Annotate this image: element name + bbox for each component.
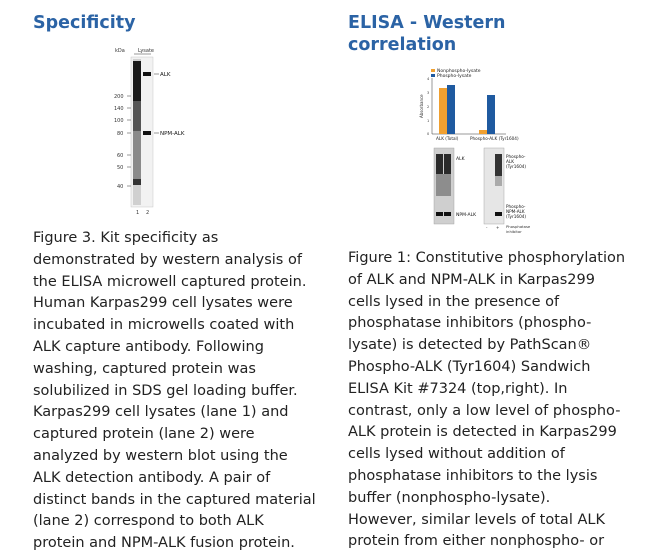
caption-line: (lane 2) correspond to both ALK	[33, 513, 264, 530]
caption-line: distinct bands in the captured material	[33, 491, 316, 508]
caption-line: Karpas299 cell lysates (lane 1) and	[33, 404, 289, 421]
caption-line: contrast, only a low level of phospho-	[348, 402, 621, 419]
caption-line: analyzed by western blot using the	[33, 447, 288, 464]
elisa-bar-chart	[418, 68, 538, 144]
marker-label: 140	[114, 106, 124, 112]
caption-line: of ALK and NPM-ALK in Karpas299	[348, 271, 595, 288]
blot-label-right: NPM-ALK	[506, 209, 525, 214]
caption-line: lysate) is detected by PathScan®	[348, 337, 592, 354]
svg-text:2: 2	[427, 105, 430, 109]
blot-footer: Phosphatase	[506, 224, 531, 229]
caption-line: ALK protein is detected in Karpas299	[348, 424, 617, 441]
band-label-npm-alk: NPM-ALK	[160, 131, 185, 137]
caption-line: buffer (nonphospho-lysate).	[348, 489, 551, 506]
caption-line: phosphatase inhibitors to the lysis	[348, 467, 598, 484]
bar-alk-total-nonphospho	[439, 88, 447, 134]
caption-line: protein from either nonphospho- or	[348, 533, 605, 550]
marker-label: 80	[117, 131, 124, 137]
svg-text:1: 1	[427, 119, 430, 123]
category-label: Phospho-ALK (Tyr1604)	[470, 136, 519, 141]
blot-label-right: (Tyr1604)	[506, 214, 527, 219]
correlation-western-blots	[432, 146, 542, 236]
blot-label-right: Phospho-	[506, 154, 526, 159]
caption-line: cells lysed without addition of	[348, 446, 565, 463]
caption-line: the ELISA microwell captured protein.	[33, 273, 307, 290]
svg-text:-: -	[486, 225, 488, 230]
svg-text:0: 0	[427, 132, 430, 136]
marker-label: 50	[117, 165, 124, 171]
caption-line: Human Karpas299 cell lysates were	[33, 295, 293, 312]
caption-line: Figure 1: Constitutive phosphorylation	[348, 250, 626, 266]
specificity-caption	[33, 228, 325, 555]
category-label: ALK (Total)	[436, 136, 459, 141]
caption-line: ELISA Kit #7324 (top,right). In	[348, 380, 568, 397]
caption-line: ALK detection antibody. A pair of	[33, 469, 271, 486]
marker-label: 40	[117, 184, 124, 190]
blot-lysate-label: Lysate	[138, 48, 154, 54]
blot-label-right: (Tyr1604)	[506, 164, 527, 169]
blot-label-right: Phospho-	[506, 204, 526, 209]
caption-line: phosphatase inhibitors (phospho-	[348, 315, 592, 332]
elisa-western-caption	[348, 248, 642, 553]
caption-line: washing, captured protein was	[33, 360, 256, 377]
chart-ylabel: Absorbance	[419, 94, 424, 118]
caption-line: cells lysed in the presence of	[348, 293, 560, 310]
specificity-heading: Specificity	[33, 13, 136, 33]
blot-label-right: ALK	[506, 159, 514, 164]
caption-line: demonstrated by western analysis of	[33, 251, 302, 268]
marker-label: 60	[117, 153, 124, 159]
blot-markers	[114, 94, 124, 190]
bar-alk-total-phospho	[447, 85, 455, 134]
lane-label: 1	[136, 210, 140, 216]
marker-label: 200	[114, 94, 124, 100]
caption-line: ALK capture antibody. Following	[33, 338, 264, 355]
blot-kda-label: kDa	[115, 48, 125, 54]
legend-phospho: Phospho-lysate	[437, 74, 472, 79]
legend-nonphospho: Nonphospho-lysate	[437, 69, 481, 74]
elisa-western-heading	[348, 12, 506, 56]
caption-line: Figure 3. Kit specificity as	[33, 230, 219, 246]
caption-line: Phospho-ALK (Tyr1604) Sandwich	[348, 358, 591, 375]
svg-text:3: 3	[427, 91, 430, 95]
svg-text:4: 4	[427, 77, 430, 81]
blot-label-alk: ALK	[456, 157, 465, 162]
marker-label: 100	[114, 118, 124, 124]
caption-line: However, similar levels of total ALK	[348, 511, 605, 528]
caption-line: captured protein (lane 2) were	[33, 426, 255, 443]
caption-line: incubated in microwells coated with	[33, 317, 295, 334]
caption-line: protein and NPM-ALK fusion protein.	[33, 535, 295, 552]
bar-phospho-alk-nonphospho	[479, 130, 487, 134]
band-label-alk: ALK	[160, 72, 171, 78]
svg-text:+: +	[496, 225, 500, 230]
lane-label: 2	[146, 210, 150, 216]
heading-line: correlation	[348, 35, 457, 55]
heading-line: ELISA - Western	[348, 13, 506, 33]
blot-footer: inhibitor	[506, 229, 522, 234]
caption-line: solubilized in SDS gel loading buffer.	[33, 382, 298, 399]
specificity-western-blot	[111, 45, 211, 220]
bar-phospho-alk-phospho	[487, 95, 495, 134]
blot-label-npm-alk: NPM-ALK	[456, 213, 477, 218]
